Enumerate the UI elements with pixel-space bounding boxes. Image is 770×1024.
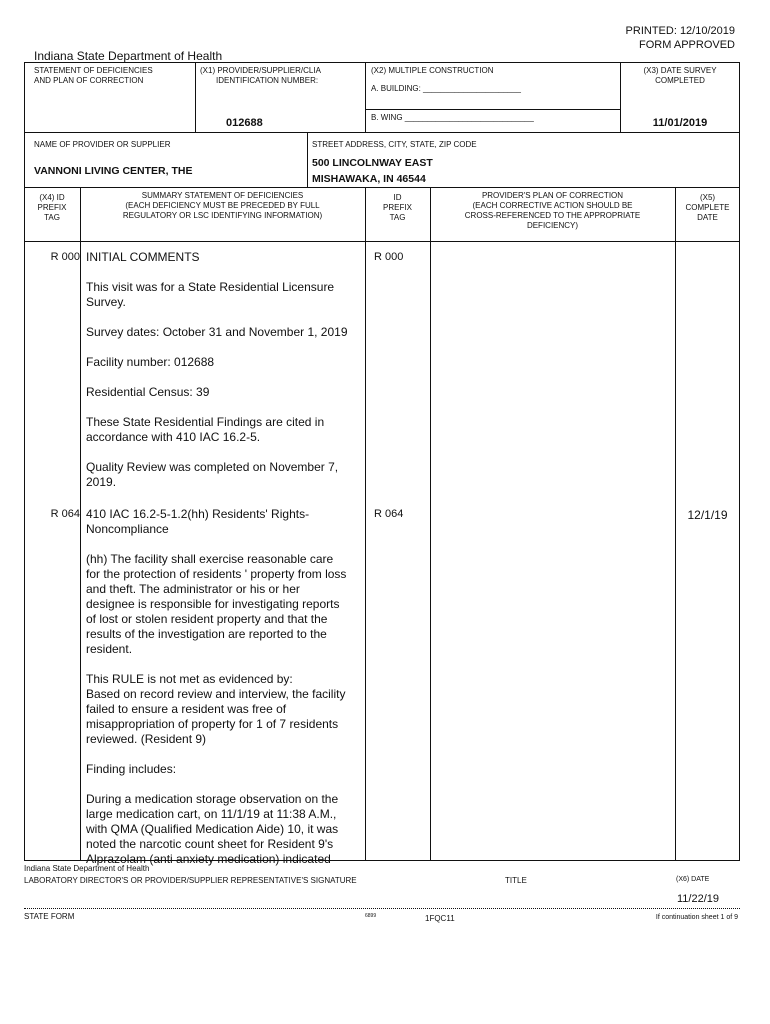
col-summary-header bbox=[80, 191, 365, 221]
col-x5-line2: COMPLETE bbox=[685, 203, 730, 212]
r000-paragraph: This visit was for a State Residential Licensure Survey. bbox=[86, 280, 335, 309]
building-label: A. BUILDING: ______________________ bbox=[371, 84, 521, 93]
col-id-header bbox=[365, 193, 430, 223]
footer-agency: Indiana State Department of Health bbox=[24, 864, 150, 873]
col-x4-line3: TAG bbox=[44, 213, 60, 222]
x3-label-line2: COMPLETED bbox=[655, 76, 705, 85]
address-label: STREET ADDRESS, CITY, STATE, ZIP CODE bbox=[312, 140, 477, 149]
r000-paragraph: Facility number: 012688 bbox=[86, 355, 215, 369]
x1-label-line2: IDENTIFICATION NUMBER: bbox=[216, 76, 319, 85]
print-info bbox=[626, 24, 735, 52]
r000-paragraph: Residential Census: 39 bbox=[86, 385, 210, 399]
col-id-line2: PREFIX bbox=[383, 203, 412, 212]
col-plan-line1: PROVIDER'S PLAN OF CORRECTION bbox=[481, 191, 624, 200]
r000-id-tag: R 000 bbox=[374, 251, 404, 263]
col-summary-line2: (EACH DEFICIENCY MUST BE PRECEDED BY FULL bbox=[125, 201, 320, 210]
col-x4-line2: PREFIX bbox=[37, 203, 67, 212]
col-x5-line3: DATE bbox=[697, 213, 718, 222]
event-id: 1FQC11 bbox=[425, 914, 455, 923]
survey-date: 11/01/2019 bbox=[652, 117, 708, 129]
statement-title bbox=[34, 66, 153, 86]
r000-block bbox=[86, 250, 362, 505]
statement-title-line1: STATEMENT OF DEFICIENCIES bbox=[34, 66, 153, 75]
col-summary-line3: REGULATORY OR LSC IDENTIFYING INFORMATION) bbox=[122, 211, 323, 220]
col-plan-line4: DEFICIENCY) bbox=[526, 221, 579, 230]
provider-id: 012688 bbox=[226, 117, 263, 129]
title-label: TITLE bbox=[505, 876, 527, 885]
continuation-note: If continuation sheet 1 of 9 bbox=[655, 914, 738, 921]
x1-label-line1: (X1) PROVIDER/SUPPLIER/CLIA bbox=[200, 66, 321, 75]
r064-tag: R 064 bbox=[50, 508, 80, 520]
r000-tag: R 000 bbox=[50, 251, 80, 263]
address-line1: 500 LINCOLNWAY EAST bbox=[312, 157, 433, 169]
r000-paragraph: These State Residential Findings are cited in accordance with 410 IAC 16.2-5. bbox=[86, 415, 325, 444]
col-x4-line1: (X4) ID bbox=[39, 193, 65, 202]
signature-label: LABORATORY DIRECTOR'S OR PROVIDER/SUPPLIER REPRESENTATIVE'S SIGNATURE bbox=[24, 876, 357, 885]
r000-title: INITIAL COMMENTS bbox=[86, 250, 200, 264]
x1-label bbox=[200, 66, 321, 86]
r000-paragraph: Survey dates: October 31 and November 1, 2019 bbox=[86, 325, 348, 339]
address-line2: MISHAWAKA, IN 46544 bbox=[312, 173, 426, 185]
r064-title: 410 IAC 16.2-5-1.2(hh) Residents' Rights- Noncompliance bbox=[86, 507, 310, 536]
col-x4-header bbox=[24, 193, 80, 223]
col-id-line3: TAG bbox=[389, 213, 406, 222]
x3-label-line1: (X3) DATE SURVEY bbox=[643, 66, 717, 75]
col-id-line1: ID bbox=[393, 193, 402, 202]
x6-label: (X6) DATE bbox=[676, 876, 710, 883]
signature-date: 11/22/19 bbox=[677, 893, 720, 905]
col-plan-header bbox=[430, 191, 675, 231]
printed-date: PRINTED: 12/10/2019 bbox=[625, 25, 735, 37]
wing-label: B. WING _____________________________ bbox=[371, 113, 534, 122]
r064-paragraph: Finding includes: bbox=[86, 762, 177, 776]
r064-paragraph: (hh) The facility shall exercise reasonable care for the protection of residents ' property from loss and theft. The administrator or his or her designee is responsible for investigating reports of lost or stolen resident property and that the results of the investigation are reported to the resident. bbox=[86, 552, 347, 656]
form-approved: FORM APPROVED bbox=[639, 39, 735, 51]
provider-name-label: NAME OF PROVIDER OR SUPPLIER bbox=[34, 140, 171, 149]
provider-name: VANNONI LIVING CENTER, THE bbox=[34, 165, 193, 177]
r064-paragraph: This RULE is not met as evidenced by: Based on record review and interview, the facility failed to ensure a resident was free of misappropriation of property for 1 of 7 residents reviewed. (Resident 9) bbox=[86, 672, 346, 746]
col-summary-line1: SUMMARY STATEMENT OF DEFICIENCIES bbox=[141, 191, 304, 200]
r000-paragraph: Quality Review was completed on November 7, 2019. bbox=[86, 460, 339, 489]
col-x5-line1: (X5) bbox=[699, 193, 716, 202]
x2-label: (X2) MULTIPLE CONSTRUCTION bbox=[371, 66, 494, 75]
r064-complete-date: 12/1/19 bbox=[687, 508, 728, 522]
col-plan-line2: (EACH CORRECTIVE ACTION SHOULD BE bbox=[472, 201, 633, 210]
r064-paragraph: During a medication storage observation on the large medication cart, on 11/1/19 at 11:38 A.M., with QMA (Qualified Medication Aide) 10, it was noted the narcotic count sheet for Resident 9's Alprazolam (anti anxiety medication) indicated bbox=[86, 792, 339, 866]
r064-block bbox=[86, 507, 362, 867]
x3-label bbox=[620, 66, 740, 86]
form-code: 6899 bbox=[365, 913, 377, 919]
r064-id-tag: R 064 bbox=[374, 508, 404, 520]
agency-name: Indiana State Department of Health bbox=[34, 49, 223, 63]
statement-title-line2: AND PLAN OF CORRECTION bbox=[34, 76, 144, 85]
col-x5-header bbox=[675, 193, 740, 223]
state-form: STATE FORM bbox=[24, 912, 75, 921]
col-plan-line3: CROSS-REFERENCED TO THE APPROPRIATE bbox=[464, 211, 641, 220]
